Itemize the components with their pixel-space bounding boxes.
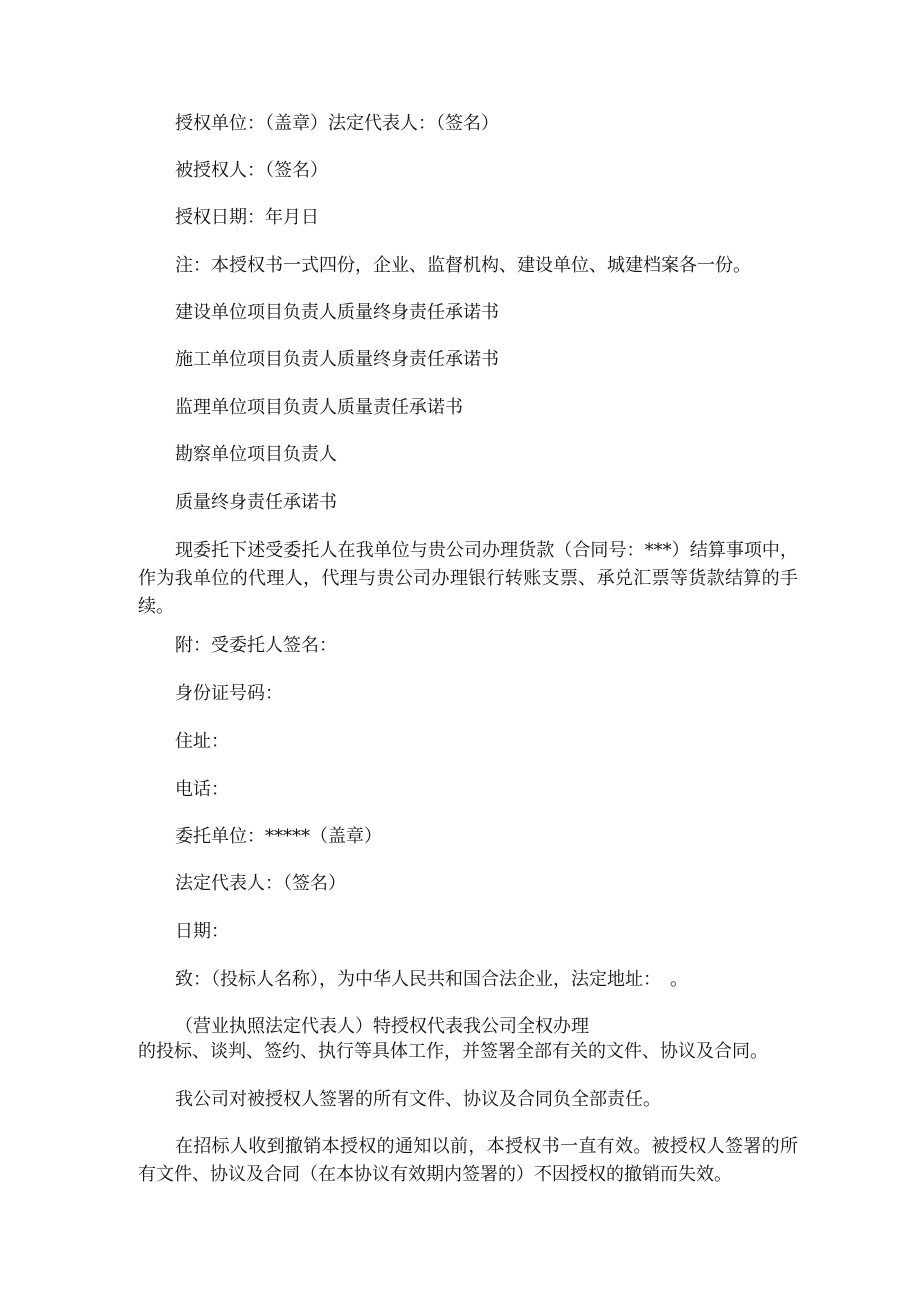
responsibility-line: 我公司对被授权人签署的所有文件、协议及合同负全部责任。 — [175, 1089, 661, 1110]
authorizing-unit-line: 授权单位：（盖章）法定代表人：（签名） — [175, 113, 499, 134]
entrust-paragraph: 现委托下述受委托人在我单位与贵公司办理货款（合同号：***）结算事项中，作为我单位的代理人，代理与贵公司办理银行转账支票、承兑汇票等货款结算的手续。 — [138, 540, 798, 617]
field-legal-representative: 法定代表人：（签名） — [175, 873, 346, 894]
field-entrusting-unit: 委托单位：*****（盖章） — [175, 826, 382, 847]
heading-survey-unit: 勘察单位项目负责人 — [175, 444, 337, 465]
validity-paragraph: 在招标人收到撤销本授权的通知以前，本授权书一直有效。被授权人签署的所有文件、协议及合同（在本协议有效期内签署的）不因授权的撤销而失效。 — [138, 1136, 798, 1185]
heading-contractor-unit: 施工单位项目负责人质量终身责任承诺书 — [175, 349, 499, 370]
heading-quality-commitment: 质量终身责任承诺书 — [175, 492, 337, 513]
grant-line-1: （营业执照法定代表人）特授权代表我公司全权办理 — [175, 1016, 589, 1037]
heading-construction-unit: 建设单位项目负责人质量终身责任承诺书 — [175, 302, 499, 323]
authorized-person-line: 被授权人：（签名） — [175, 160, 328, 181]
field-id-number: 身份证号码： — [175, 683, 283, 704]
field-address: 住址： — [175, 731, 229, 752]
authorization-date-line: 授权日期：年月日 — [175, 207, 319, 228]
field-signature: 附：受委托人签名： — [175, 635, 337, 656]
field-date: 日期： — [175, 921, 229, 942]
field-phone: 电话： — [175, 779, 229, 800]
to-line: 致：（投标人名称），为中华人民共和国合法企业，法定地址： 。 — [175, 969, 688, 990]
grant-line-2: 的投标、谈判、签约、执行等具体工作，并签署全部有关的文件、协议及合同。 — [138, 1041, 768, 1062]
heading-supervision-unit: 监理单位项目负责人质量责任承诺书 — [175, 397, 463, 418]
note-line: 注：本授权书一式四份，企业、监督机构、建设单位、城建档案各一份。 — [175, 255, 751, 276]
